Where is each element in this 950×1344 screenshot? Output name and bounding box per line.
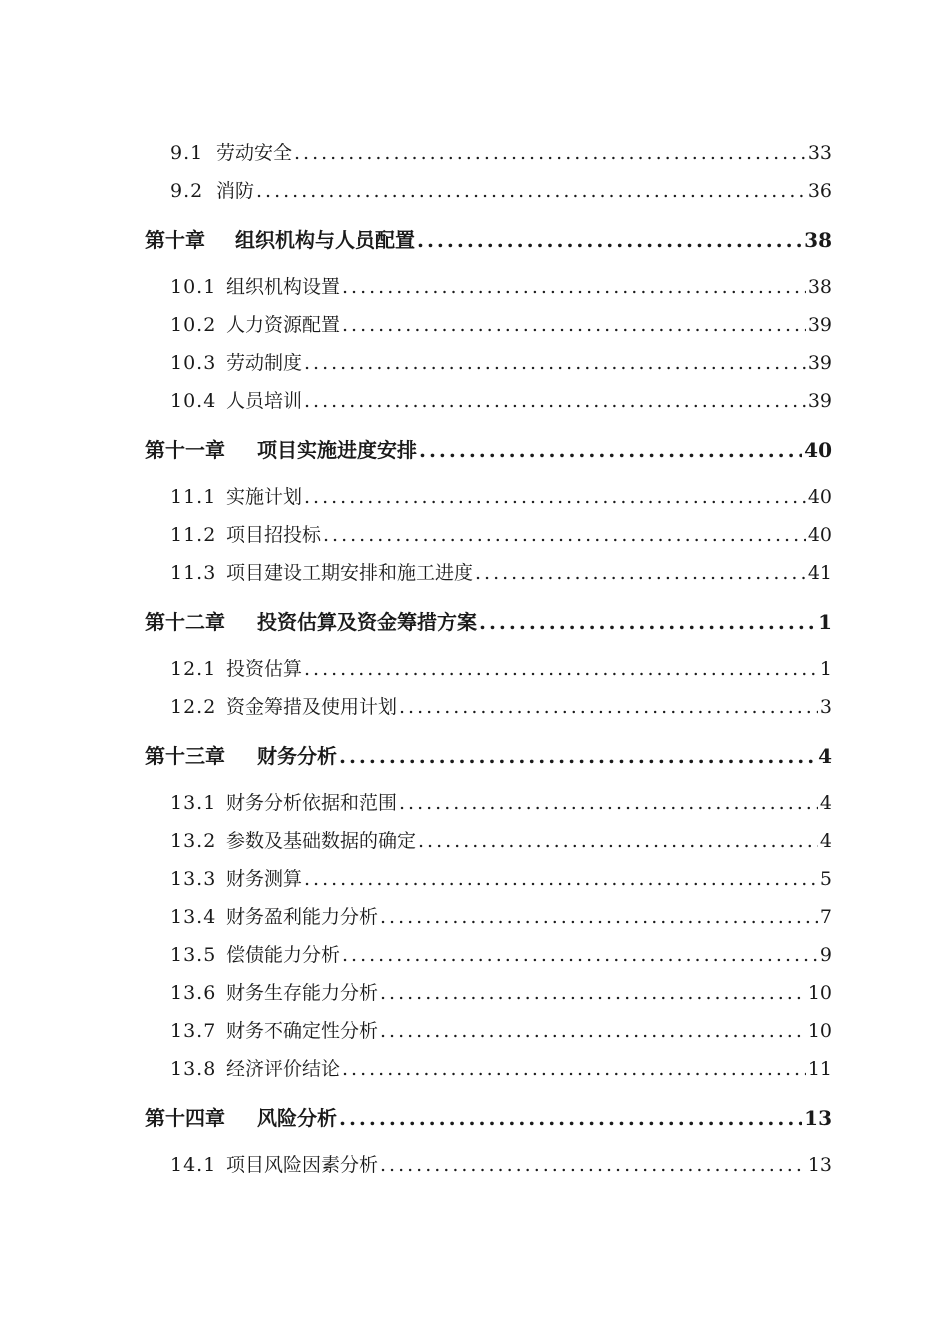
toc-entry[interactable] (170, 176, 832, 203)
dot-leader (342, 944, 818, 966)
chapter-title: 项目实施进度安排 (257, 438, 417, 462)
section-number: 13.4 (170, 906, 217, 928)
dot-leader (399, 696, 818, 718)
dot-leader (342, 1058, 806, 1080)
page-number: 10 (807, 982, 832, 1004)
dot-leader (479, 610, 816, 634)
section-title: 人员培训 (226, 390, 303, 412)
section-number: 13.1 (170, 792, 217, 814)
toc-entry[interactable] (170, 940, 832, 967)
section-title: 组织机构设置 (226, 276, 341, 298)
toc-entry[interactable] (170, 826, 832, 853)
page-number: 39 (807, 314, 832, 336)
dot-leader (475, 562, 806, 584)
page-number: 7 (819, 906, 832, 928)
page-number: 4 (819, 830, 832, 852)
toc-entry[interactable] (170, 272, 832, 299)
dot-leader (304, 390, 806, 412)
section-title: 劳动制度 (226, 352, 303, 374)
page-number: 40 (807, 486, 832, 508)
dot-leader (380, 1154, 806, 1176)
section-number: 11.3 (170, 562, 217, 584)
toc-entry[interactable] (170, 864, 832, 891)
section-title: 财务盈利能力分析 (226, 906, 379, 928)
section-number: 11.2 (170, 524, 217, 546)
toc-chapter-entry[interactable] (145, 606, 832, 635)
toc-entry[interactable] (170, 348, 832, 375)
page-number: 11 (807, 1058, 832, 1080)
dot-leader (399, 792, 818, 814)
section-title: 项目建设工期安排和施工进度 (226, 562, 474, 584)
page-number: 38 (804, 228, 832, 252)
section-number: 9.1 (170, 142, 204, 164)
section-title: 人力资源配置 (226, 314, 341, 336)
dot-leader (256, 180, 806, 202)
dot-leader (342, 314, 806, 336)
section-title: 财务分析依据和范围 (226, 792, 398, 814)
toc-entry[interactable] (170, 978, 832, 1005)
section-title: 项目风险因素分析 (226, 1154, 379, 1176)
toc-entry[interactable] (170, 1150, 832, 1177)
toc-entry[interactable] (170, 558, 832, 585)
section-number: 10.4 (170, 390, 217, 412)
section-number: 13.6 (170, 982, 217, 1004)
toc-entry[interactable] (170, 692, 832, 719)
toc-entry[interactable] (170, 1054, 832, 1081)
dot-leader (342, 276, 806, 298)
dot-leader (380, 1020, 806, 1042)
page-number: 13 (804, 1106, 832, 1130)
chapter-number: 第十四章 (145, 1106, 225, 1130)
section-title: 项目招投标 (226, 524, 322, 546)
toc-entry[interactable] (170, 1016, 832, 1043)
chapter-number: 第十三章 (145, 744, 225, 768)
dot-leader (323, 524, 806, 546)
chapter-number: 第十章 (145, 228, 205, 252)
dot-leader (339, 744, 816, 768)
dot-leader (304, 658, 818, 680)
page-number: 10 (807, 1020, 832, 1042)
page-number: 36 (807, 180, 832, 202)
section-number: 9.2 (170, 180, 204, 202)
chapter-title: 组织机构与人员配置 (235, 228, 415, 252)
chapter-title: 财务分析 (257, 744, 337, 768)
section-title: 财务生存能力分析 (226, 982, 379, 1004)
section-number: 10.3 (170, 352, 217, 374)
dot-leader (304, 486, 806, 508)
section-title: 经济评价结论 (226, 1058, 341, 1080)
section-number: 13.5 (170, 944, 217, 966)
dot-leader (304, 868, 818, 890)
page-number: 1 (819, 658, 832, 680)
page-number: 41 (807, 562, 832, 584)
page-number: 1 (818, 610, 832, 634)
page-number: 5 (819, 868, 832, 890)
page-number: 40 (804, 438, 832, 462)
toc-chapter-entry[interactable] (145, 1102, 832, 1131)
toc-entry[interactable] (170, 310, 832, 337)
section-title: 投资估算 (226, 658, 303, 680)
toc-chapter-entry[interactable] (145, 224, 832, 253)
dot-leader (380, 982, 806, 1004)
chapter-title: 投资估算及资金筹措方案 (257, 610, 477, 634)
section-number: 10.1 (170, 276, 217, 298)
section-title: 财务测算 (226, 868, 303, 890)
section-title: 实施计划 (226, 486, 303, 508)
dot-leader (339, 1106, 802, 1130)
toc-entry[interactable] (170, 788, 832, 815)
chapter-number: 第十一章 (145, 438, 225, 462)
page-number: 40 (807, 524, 832, 546)
section-title: 财务不确定性分析 (226, 1020, 379, 1042)
page-number: 38 (807, 276, 832, 298)
toc-entry[interactable] (170, 520, 832, 547)
section-number: 10.2 (170, 314, 217, 336)
section-number: 13.2 (170, 830, 217, 852)
toc-entry[interactable] (170, 386, 832, 413)
section-title: 参数及基础数据的确定 (226, 830, 417, 852)
section-number: 12.2 (170, 696, 217, 718)
page-number: 39 (807, 390, 832, 412)
page-number: 33 (807, 142, 832, 164)
toc-entry[interactable] (170, 138, 832, 165)
toc-entry[interactable] (170, 902, 832, 929)
section-number: 11.1 (170, 486, 217, 508)
section-title: 劳动安全 (216, 142, 293, 164)
section-number: 13.3 (170, 868, 217, 890)
chapter-number: 第十二章 (145, 610, 225, 634)
dot-leader (380, 906, 818, 928)
dot-leader (418, 830, 818, 852)
toc-chapter-entry[interactable] (145, 740, 832, 769)
section-title: 资金筹措及使用计划 (226, 696, 398, 718)
section-number: 13.8 (170, 1058, 217, 1080)
page-number: 3 (819, 696, 832, 718)
page-number: 4 (819, 792, 832, 814)
dot-leader (294, 142, 806, 164)
chapter-title: 风险分析 (257, 1106, 337, 1130)
section-title: 偿债能力分析 (226, 944, 341, 966)
section-number: 12.1 (170, 658, 217, 680)
dot-leader (304, 352, 806, 374)
page-number: 13 (807, 1154, 832, 1176)
section-number: 13.7 (170, 1020, 217, 1042)
section-number: 14.1 (170, 1154, 217, 1176)
toc-chapter-entry[interactable] (145, 434, 832, 463)
page-number: 9 (819, 944, 832, 966)
dot-leader (419, 438, 802, 462)
section-title: 消防 (216, 180, 255, 202)
toc-entry[interactable] (170, 654, 832, 681)
dot-leader (417, 228, 802, 252)
page-number: 4 (818, 744, 832, 768)
page-number: 39 (807, 352, 832, 374)
toc-entry[interactable] (170, 482, 832, 509)
